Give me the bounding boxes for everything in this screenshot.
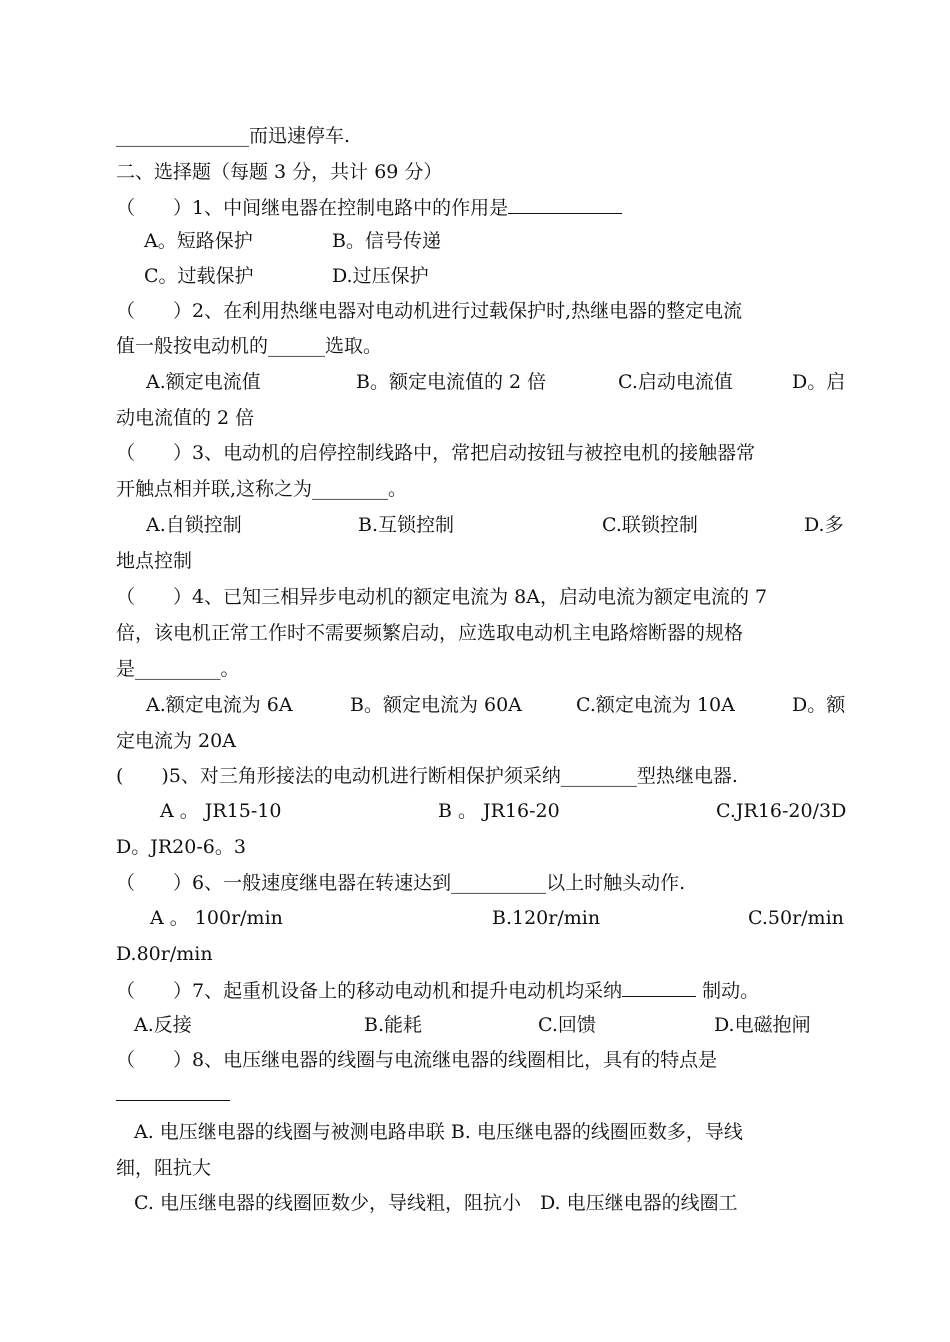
q7-option-d: D.电磁抱闸 — [714, 1014, 811, 1036]
q5-option-c: C.JR16-20/3D — [716, 800, 847, 822]
q4-option-a: A.额定电流为 6A — [146, 694, 293, 716]
q2-option-d: D。启 — [792, 371, 846, 393]
q3-option-d-cont: 地点控制 — [116, 550, 193, 572]
q1-option-b: B。信号传递 — [332, 230, 441, 252]
answer-blank — [508, 195, 622, 214]
question-3-cont: 开触点相并联,这称之为________。 — [116, 478, 408, 500]
question-4: （ ）4、已知三相异步电动机的额定电流为 8A，启动电流为额定电流的 7 — [116, 586, 768, 608]
question-2: （ ）2、在利用热继电器对电动机进行过载保护时,热继电器的整定电流 — [116, 300, 743, 322]
q4-option-c: C.额定电流为 10A — [576, 694, 735, 716]
answer-blank — [116, 1082, 230, 1101]
q5-option-b: B 。 JR16-20 — [438, 800, 560, 822]
q2-option-d-cont: 动电流值的 2 倍 — [116, 407, 255, 429]
question-8: （ ）8、电压继电器的线圈与电流继电器的线圈相比，具有的特点是 — [116, 1049, 718, 1071]
q6-option-d: D.80r/min — [116, 943, 213, 965]
question-5: ( )5、对三角形接法的电动机进行断相保护须采纳________型热继电器. — [116, 765, 738, 787]
question-3: （ ）3、电动机的启停控制线路中，常把启动按钮与被控电机的接触器常 — [116, 442, 756, 464]
question-6: （ ）6、一般速度继电器在转速达到__________以上时触头动作. — [116, 872, 686, 894]
q3-option-a: A.自锁控制 — [146, 514, 242, 536]
q8-option-b-cont: 细，阻抗大 — [116, 1157, 212, 1179]
question-2-cont: 值一般按电动机的______选取。 — [116, 335, 383, 357]
q2-option-b: B。额定电流值的 2 倍 — [356, 371, 547, 393]
q6-option-a: A 。 100r/min — [150, 907, 283, 929]
q6-option-c: C.50r/min — [748, 907, 844, 929]
q6-option-b: B.120r/min — [492, 907, 601, 929]
q5-option-a: A 。 JR15-10 — [160, 800, 282, 822]
q8-option-cd: C. 电压继电器的线圈匝数少，导线粗，阻抗小 D. 电压继电器的线圈工 — [134, 1192, 738, 1214]
q3-option-b: B.互锁控制 — [358, 514, 455, 536]
question-7: （ ）7、起重机设备上的移动电动机和提升电动机均采纳 制动。 — [116, 980, 760, 1002]
question-4-cont: 倍，该电机正常工作时不需要频繁启动，应选取电动机主电路熔断器的规格 — [116, 622, 744, 644]
q1-option-a: A。短路保护 — [144, 230, 253, 252]
q7-option-a: A.反接 — [134, 1014, 192, 1036]
q3-option-d: D.多 — [804, 514, 844, 536]
q7-option-b: B.能耗 — [364, 1014, 423, 1036]
q4-option-b: B。额定电流为 60A — [350, 694, 522, 716]
q2-option-c: C.启动电流值 — [618, 371, 733, 393]
q1-option-c: C。过载保护 — [144, 265, 254, 287]
q4-option-d-cont: 定电流为 20A — [116, 730, 236, 752]
q8-answer-blank — [116, 1082, 230, 1106]
q1-option-d: D.过压保护 — [332, 265, 429, 287]
q3-option-c: C.联锁控制 — [602, 514, 698, 536]
q8-option-ab: A. 电压继电器的线圈与被测电路串联 B. 电压继电器的线圈匝数多，导线 — [134, 1121, 743, 1143]
section-heading: 二、选择题（每题 3 分，共计 69 分） — [116, 161, 443, 183]
question-4-cont2: 是_________。 — [116, 658, 240, 680]
question-1: （ ）1、中间继电器在控制电路中的作用是 — [116, 195, 622, 219]
fill-blank-ending: ______________而迅速停车. — [116, 125, 351, 147]
q2-option-a: A.额定电流值 — [146, 371, 261, 393]
q5-option-d: D。JR20-6。3 — [116, 836, 246, 858]
answer-blank — [622, 978, 696, 997]
q4-option-d: D。额 — [792, 694, 846, 716]
q7-option-c: C.回馈 — [538, 1014, 596, 1036]
